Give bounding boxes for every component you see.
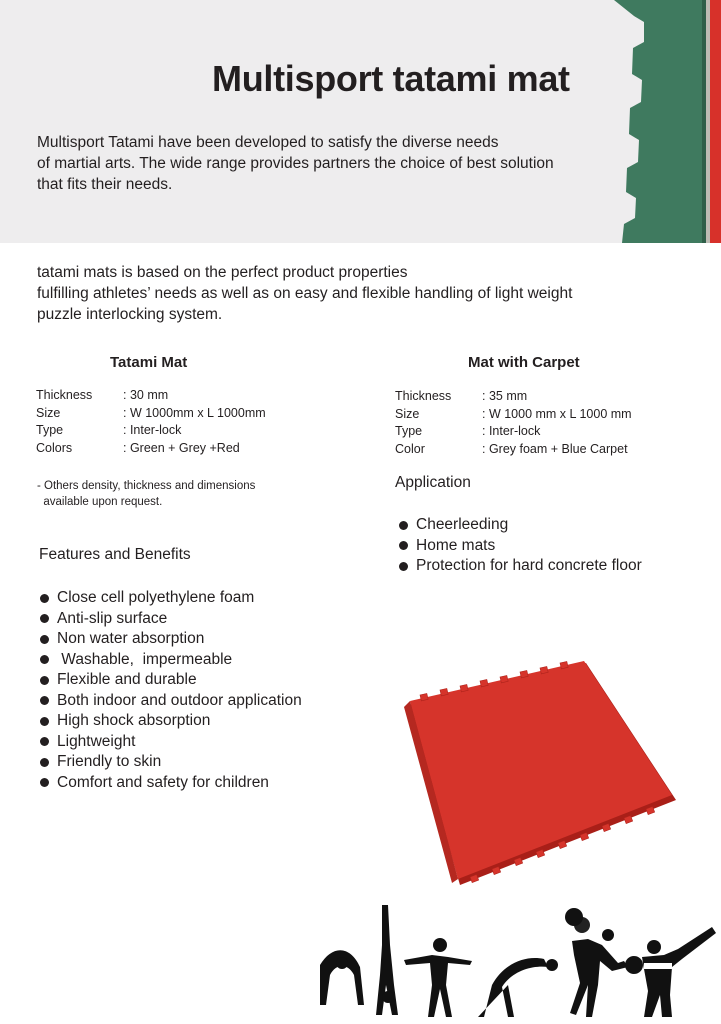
spec-value: : 35 mm bbox=[482, 389, 528, 403]
bullet-icon bbox=[399, 521, 408, 530]
bullet-icon bbox=[40, 758, 49, 767]
features-heading: Features and Benefits bbox=[39, 546, 191, 563]
spec-value: : W 1000 mm x L 1000 mm bbox=[482, 406, 632, 421]
list-item-text: Anti-slip surface bbox=[57, 609, 168, 627]
carpet-specs bbox=[395, 388, 632, 458]
list-item bbox=[40, 609, 302, 630]
list-item bbox=[399, 515, 642, 536]
list-item bbox=[40, 588, 302, 609]
spec-row bbox=[36, 440, 266, 458]
list-item-text: Comfort and safety for children bbox=[57, 773, 269, 791]
bullet-icon bbox=[40, 717, 49, 726]
bullet-icon bbox=[399, 541, 408, 550]
bullet-icon bbox=[40, 655, 49, 664]
spec-value: : W 1000mm x L 1000mm bbox=[123, 405, 266, 420]
list-item-text: Lightweight bbox=[57, 732, 136, 750]
list-item bbox=[399, 556, 642, 577]
spec-value: : Inter-lock bbox=[123, 423, 182, 437]
bullet-icon bbox=[40, 635, 49, 644]
list-item bbox=[40, 711, 302, 732]
spec-value: : Inter-lock bbox=[482, 424, 541, 438]
body-line: fulfilling athletes’ needs as well as on easy and flexible handling of light weight bbox=[37, 285, 573, 302]
spec-value: : Green + Grey +Red bbox=[123, 440, 240, 455]
features-list bbox=[40, 588, 302, 793]
spec-value: : 30 mm bbox=[123, 388, 169, 402]
body-paragraph bbox=[37, 262, 637, 325]
availability-note bbox=[37, 478, 255, 510]
bullet-icon bbox=[40, 676, 49, 685]
intro-line: Multisport Tatami have been developed to satisfy the diverse needs bbox=[37, 134, 499, 151]
tatami-specs bbox=[36, 387, 266, 457]
note-line: available upon request. bbox=[37, 496, 163, 508]
intro-line: that fits their needs. bbox=[37, 176, 173, 193]
spec-row bbox=[395, 441, 632, 459]
list-item bbox=[40, 752, 302, 773]
spec-row bbox=[36, 387, 266, 405]
list-item bbox=[40, 629, 302, 650]
spec-value: : Grey foam + Blue Carpet bbox=[482, 441, 628, 456]
list-item-text: Friendly to skin bbox=[57, 753, 162, 770]
bullet-icon bbox=[40, 594, 49, 603]
spec-label: Colors bbox=[36, 440, 73, 455]
list-item-text: Home mats bbox=[416, 536, 496, 554]
list-item bbox=[40, 732, 302, 753]
spec-label: Type bbox=[395, 424, 423, 438]
body-line: tatami mats is based on the perfect product properties bbox=[37, 264, 408, 281]
bullet-icon bbox=[40, 778, 49, 787]
spec-label: Thickness bbox=[395, 389, 452, 403]
spec-row bbox=[36, 405, 266, 423]
spec-row bbox=[395, 423, 632, 441]
red-mat-image bbox=[400, 655, 680, 890]
spec-label: Type bbox=[36, 423, 64, 437]
list-item-text: Close cell polyethylene foam bbox=[57, 589, 255, 606]
spec-row bbox=[395, 406, 632, 424]
list-item-text: High shock absorption bbox=[57, 712, 211, 729]
header-mat-image bbox=[610, 0, 721, 243]
carpet-mat-heading: Mat with Carpet bbox=[468, 354, 580, 371]
list-item bbox=[40, 670, 302, 691]
bullet-icon bbox=[399, 562, 408, 571]
list-item-text: Cheerleeding bbox=[416, 516, 509, 533]
list-item bbox=[40, 650, 302, 671]
list-item-text: Protection for hard concrete floor bbox=[416, 557, 642, 574]
body-line: puzzle interlocking system. bbox=[37, 306, 223, 323]
page-title: Multisport tatami mat bbox=[212, 58, 570, 99]
intro-paragraph bbox=[37, 132, 597, 195]
list-item bbox=[40, 773, 302, 794]
bullet-icon bbox=[40, 737, 49, 746]
athlete-silhouettes-image bbox=[312, 905, 717, 1023]
bullet-icon bbox=[40, 696, 49, 705]
list-item bbox=[399, 536, 642, 557]
note-line: - Others density, thickness and dimensions bbox=[37, 480, 256, 492]
list-item-text: Both indoor and outdoor application bbox=[57, 691, 302, 709]
application-list bbox=[399, 515, 642, 577]
spec-label: Color bbox=[395, 441, 425, 456]
application-heading: Application bbox=[395, 474, 471, 491]
list-item-text: Non water absorption bbox=[57, 630, 205, 647]
list-item-text: Washable, impermeable bbox=[57, 650, 233, 668]
tatami-mat-heading: Tatami Mat bbox=[110, 354, 188, 371]
spec-row bbox=[395, 388, 632, 406]
spec-row bbox=[36, 422, 266, 440]
intro-line: of martial arts. The wide range provides partners the choice of best solution bbox=[37, 155, 554, 172]
spec-label: Size bbox=[36, 405, 61, 420]
bullet-icon bbox=[40, 614, 49, 623]
spec-label: Size bbox=[395, 406, 420, 421]
spec-label: Thickness bbox=[36, 388, 93, 402]
list-item bbox=[40, 691, 302, 712]
list-item-text: Flexible and durable bbox=[57, 671, 197, 688]
